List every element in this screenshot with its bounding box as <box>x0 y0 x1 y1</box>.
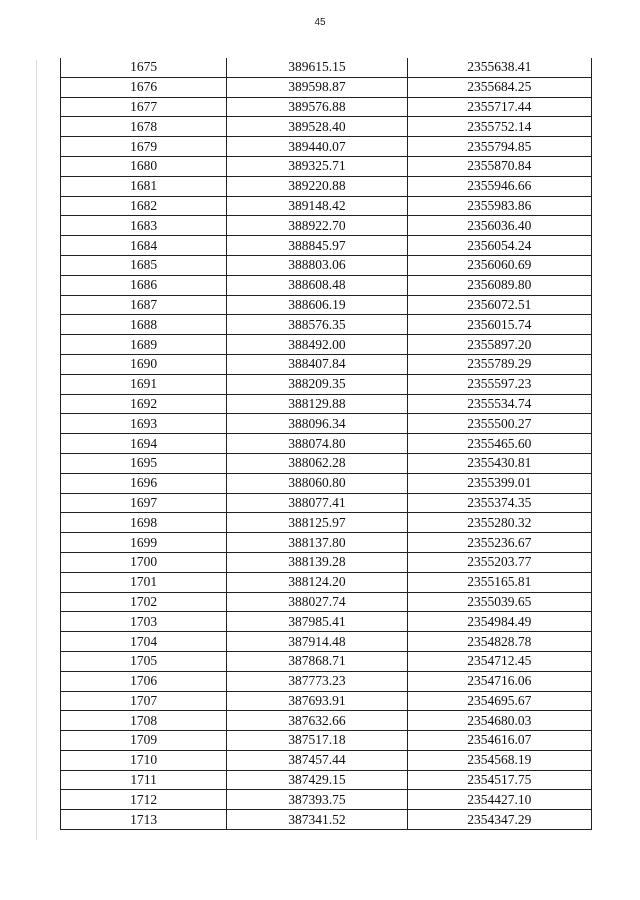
table-row <box>61 711 592 731</box>
x-coordinate-cell: 387773.23 <box>227 671 407 691</box>
table-row <box>61 315 592 335</box>
x-coordinate-cell: 388576.35 <box>227 315 407 335</box>
point-number-cell: 1686 <box>61 275 227 295</box>
x-coordinate-cell: 387693.91 <box>227 691 407 711</box>
x-coordinate-cell: 389440.07 <box>227 137 407 157</box>
point-number-cell: 1707 <box>61 691 227 711</box>
table-row <box>61 414 592 434</box>
y-coordinate-cell: 2356036.40 <box>407 216 591 236</box>
point-number-cell: 1712 <box>61 790 227 810</box>
table-row <box>61 176 592 196</box>
y-coordinate-cell: 2354517.75 <box>407 770 591 790</box>
table-row <box>61 671 592 691</box>
table-row <box>61 453 592 473</box>
y-coordinate-cell: 2354347.29 <box>407 810 591 830</box>
table-row <box>61 275 592 295</box>
point-number-cell: 1691 <box>61 374 227 394</box>
y-coordinate-cell: 2355597.23 <box>407 374 591 394</box>
x-coordinate-cell: 388129.88 <box>227 394 407 414</box>
x-coordinate-cell: 389148.42 <box>227 196 407 216</box>
y-coordinate-cell: 2355465.60 <box>407 434 591 454</box>
x-coordinate-cell: 388060.80 <box>227 473 407 493</box>
x-coordinate-cell: 388922.70 <box>227 216 407 236</box>
table-row <box>61 691 592 711</box>
x-coordinate-cell: 387457.44 <box>227 750 407 770</box>
point-number-cell: 1689 <box>61 335 227 355</box>
coordinate-table-body <box>61 58 592 830</box>
point-number-cell: 1676 <box>61 77 227 97</box>
y-coordinate-cell: 2354716.06 <box>407 671 591 691</box>
point-number-cell: 1678 <box>61 117 227 137</box>
x-coordinate-cell: 389528.40 <box>227 117 407 137</box>
point-number-cell: 1709 <box>61 731 227 751</box>
y-coordinate-cell: 2355203.77 <box>407 552 591 572</box>
x-coordinate-cell: 388124.20 <box>227 572 407 592</box>
table-row <box>61 295 592 315</box>
point-number-cell: 1684 <box>61 236 227 256</box>
point-number-cell: 1711 <box>61 770 227 790</box>
point-number-cell: 1705 <box>61 651 227 671</box>
x-coordinate-cell: 388407.84 <box>227 354 407 374</box>
point-number-cell: 1700 <box>61 552 227 572</box>
table-row <box>61 58 592 77</box>
x-coordinate-cell: 389615.15 <box>227 58 407 77</box>
point-number-cell: 1704 <box>61 632 227 652</box>
y-coordinate-cell: 2354712.45 <box>407 651 591 671</box>
point-number-cell: 1693 <box>61 414 227 434</box>
y-coordinate-cell: 2355789.29 <box>407 354 591 374</box>
x-coordinate-cell: 388608.48 <box>227 275 407 295</box>
y-coordinate-cell: 2355534.74 <box>407 394 591 414</box>
point-number-cell: 1692 <box>61 394 227 414</box>
table-row <box>61 750 592 770</box>
x-coordinate-cell: 388606.19 <box>227 295 407 315</box>
y-coordinate-cell: 2355399.01 <box>407 473 591 493</box>
table-row <box>61 236 592 256</box>
x-coordinate-cell: 387914.48 <box>227 632 407 652</box>
x-coordinate-cell: 387517.18 <box>227 731 407 751</box>
y-coordinate-cell: 2354568.19 <box>407 750 591 770</box>
table-row <box>61 216 592 236</box>
x-coordinate-cell: 389576.88 <box>227 97 407 117</box>
x-coordinate-cell: 388096.34 <box>227 414 407 434</box>
x-coordinate-cell: 388074.80 <box>227 434 407 454</box>
table-row <box>61 651 592 671</box>
table-row <box>61 196 592 216</box>
y-coordinate-cell: 2355717.44 <box>407 97 591 117</box>
x-coordinate-cell: 387868.71 <box>227 651 407 671</box>
point-number-cell: 1703 <box>61 612 227 632</box>
table-row <box>61 572 592 592</box>
y-coordinate-cell: 2354695.67 <box>407 691 591 711</box>
y-coordinate-cell: 2356054.24 <box>407 236 591 256</box>
y-coordinate-cell: 2354984.49 <box>407 612 591 632</box>
table-row <box>61 354 592 374</box>
table-row <box>61 493 592 513</box>
x-coordinate-cell: 389598.87 <box>227 77 407 97</box>
x-coordinate-cell: 388139.28 <box>227 552 407 572</box>
x-coordinate-cell: 389220.88 <box>227 176 407 196</box>
point-number-cell: 1702 <box>61 592 227 612</box>
point-number-cell: 1697 <box>61 493 227 513</box>
y-coordinate-cell: 2355430.81 <box>407 453 591 473</box>
page-number: 45 <box>314 17 326 28</box>
point-number-cell: 1695 <box>61 453 227 473</box>
table-row <box>61 473 592 493</box>
y-coordinate-cell: 2355870.84 <box>407 156 591 176</box>
x-coordinate-cell: 388137.80 <box>227 533 407 553</box>
point-number-cell: 1677 <box>61 97 227 117</box>
point-number-cell: 1683 <box>61 216 227 236</box>
x-coordinate-cell: 388845.97 <box>227 236 407 256</box>
point-number-cell: 1706 <box>61 671 227 691</box>
point-number-cell: 1694 <box>61 434 227 454</box>
table-row <box>61 790 592 810</box>
table-row <box>61 770 592 790</box>
table-row <box>61 612 592 632</box>
table-row <box>61 731 592 751</box>
table-row <box>61 552 592 572</box>
y-coordinate-cell: 2355500.27 <box>407 414 591 434</box>
table-row <box>61 632 592 652</box>
x-coordinate-cell: 387393.75 <box>227 790 407 810</box>
x-coordinate-cell: 388803.06 <box>227 255 407 275</box>
x-coordinate-cell: 388209.35 <box>227 374 407 394</box>
x-coordinate-cell: 388125.97 <box>227 513 407 533</box>
x-coordinate-cell: 388062.28 <box>227 453 407 473</box>
point-number-cell: 1710 <box>61 750 227 770</box>
point-number-cell: 1696 <box>61 473 227 493</box>
table-row <box>61 117 592 137</box>
y-coordinate-cell: 2355236.67 <box>407 533 591 553</box>
point-number-cell: 1687 <box>61 295 227 315</box>
table-row <box>61 77 592 97</box>
table-row <box>61 513 592 533</box>
point-number-cell: 1681 <box>61 176 227 196</box>
x-coordinate-cell: 388077.41 <box>227 493 407 513</box>
y-coordinate-cell: 2354828.78 <box>407 632 591 652</box>
point-number-cell: 1690 <box>61 354 227 374</box>
y-coordinate-cell: 2356072.51 <box>407 295 591 315</box>
y-coordinate-cell: 2354427.10 <box>407 790 591 810</box>
y-coordinate-cell: 2355374.35 <box>407 493 591 513</box>
x-coordinate-cell: 387632.66 <box>227 711 407 731</box>
point-number-cell: 1701 <box>61 572 227 592</box>
point-number-cell: 1679 <box>61 137 227 157</box>
y-coordinate-cell: 2355983.86 <box>407 196 591 216</box>
y-coordinate-cell: 2355946.66 <box>407 176 591 196</box>
x-coordinate-cell: 387985.41 <box>227 612 407 632</box>
scan-edge-line <box>36 60 37 840</box>
table-row <box>61 156 592 176</box>
table-row <box>61 810 592 830</box>
x-coordinate-cell: 388027.74 <box>227 592 407 612</box>
point-number-cell: 1698 <box>61 513 227 533</box>
point-number-cell: 1713 <box>61 810 227 830</box>
x-coordinate-cell: 387429.15 <box>227 770 407 790</box>
y-coordinate-cell: 2355684.25 <box>407 77 591 97</box>
y-coordinate-cell: 2354616.07 <box>407 731 591 751</box>
table-row <box>61 97 592 117</box>
x-coordinate-cell: 388492.00 <box>227 335 407 355</box>
point-number-cell: 1708 <box>61 711 227 731</box>
y-coordinate-cell: 2354680.03 <box>407 711 591 731</box>
point-number-cell: 1680 <box>61 156 227 176</box>
x-coordinate-cell: 387341.52 <box>227 810 407 830</box>
table-row <box>61 434 592 454</box>
y-coordinate-cell: 2355165.81 <box>407 572 591 592</box>
point-number-cell: 1685 <box>61 255 227 275</box>
y-coordinate-cell: 2356015.74 <box>407 315 591 335</box>
x-coordinate-cell: 389325.71 <box>227 156 407 176</box>
y-coordinate-cell: 2355752.14 <box>407 117 591 137</box>
table-row <box>61 533 592 553</box>
table-row <box>61 335 592 355</box>
y-coordinate-cell: 2356089.80 <box>407 275 591 295</box>
y-coordinate-cell: 2355638.41 <box>407 58 591 77</box>
point-number-cell: 1699 <box>61 533 227 553</box>
y-coordinate-cell: 2355039.65 <box>407 592 591 612</box>
y-coordinate-cell: 2356060.69 <box>407 255 591 275</box>
table-row <box>61 374 592 394</box>
point-number-cell: 1682 <box>61 196 227 216</box>
table-row <box>61 394 592 414</box>
y-coordinate-cell: 2355794.85 <box>407 137 591 157</box>
table-row <box>61 255 592 275</box>
coordinate-table <box>60 58 592 830</box>
y-coordinate-cell: 2355280.32 <box>407 513 591 533</box>
point-number-cell: 1675 <box>61 58 227 77</box>
table-row <box>61 592 592 612</box>
table-row <box>61 137 592 157</box>
point-number-cell: 1688 <box>61 315 227 335</box>
y-coordinate-cell: 2355897.20 <box>407 335 591 355</box>
